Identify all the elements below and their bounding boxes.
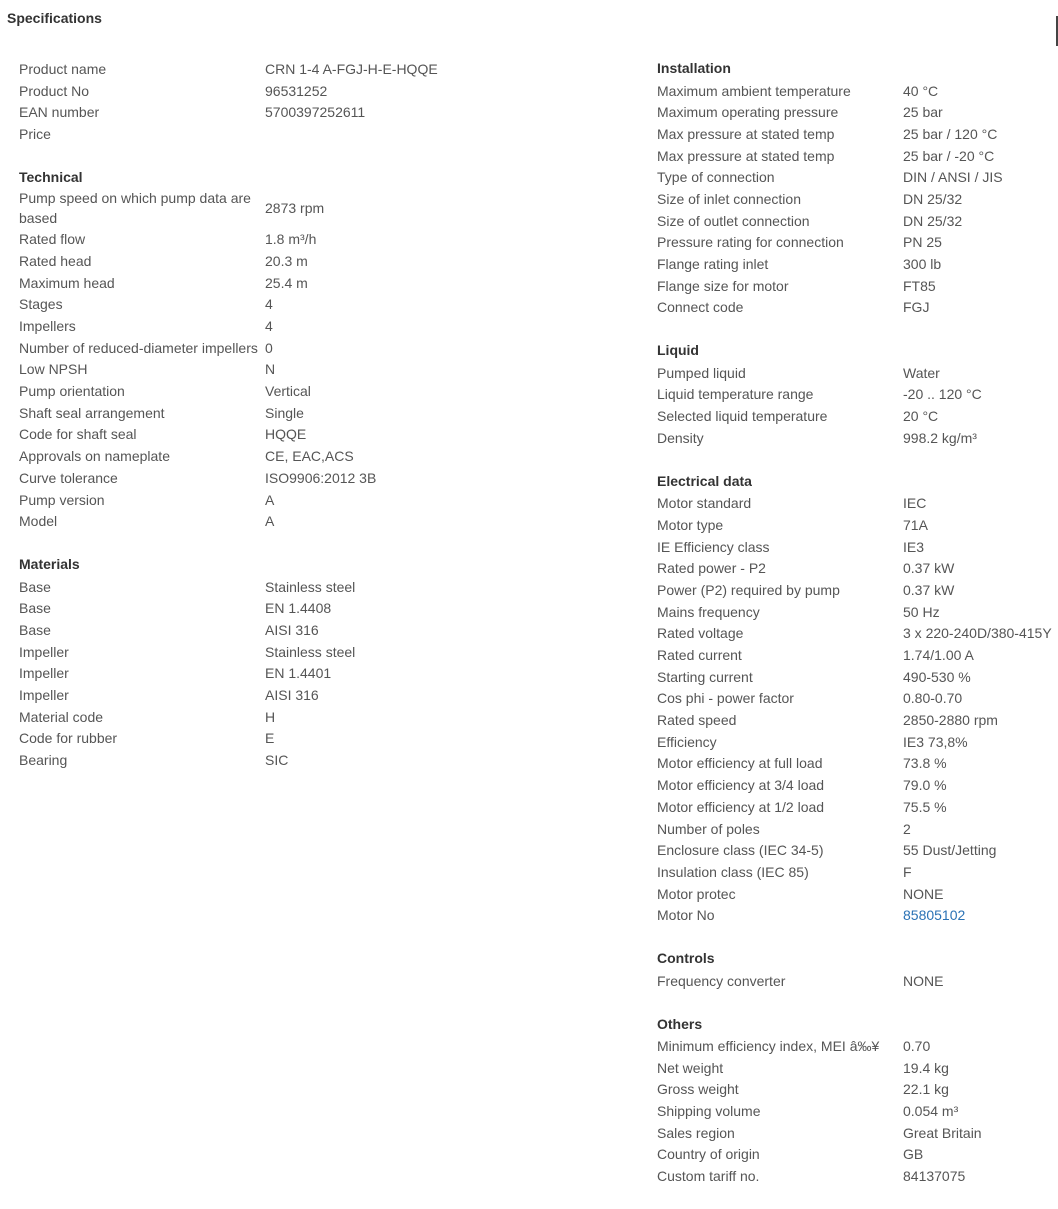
spec-row — [19, 749, 439, 771]
spec-row — [657, 123, 1058, 145]
spec-value: NONE — [903, 885, 944, 902]
spec-row — [657, 666, 1058, 688]
spec-value: AISI 316 — [265, 621, 319, 638]
controls-section — [657, 948, 1058, 991]
spec-row — [657, 1100, 1058, 1122]
spec-value: FT85 — [903, 277, 936, 294]
spec-label: Impeller — [19, 643, 69, 660]
spec-label: Cos phi - power factor — [657, 690, 794, 707]
spec-value: Stainless steel — [265, 643, 356, 660]
spec-value: DN 25/32 — [903, 212, 963, 229]
materials-section — [19, 554, 439, 771]
spec-row — [657, 970, 1058, 992]
spec-label: Motor efficiency at 3/4 load — [657, 777, 825, 794]
spec-row — [657, 1165, 1058, 1187]
spec-label: Pump orientation — [19, 383, 125, 400]
spec-row — [19, 250, 439, 272]
spec-row — [19, 663, 439, 685]
spec-label: Country of origin — [657, 1146, 760, 1163]
spec-label: Power (P2) required by pump — [657, 581, 840, 598]
spec-value: Stainless steel — [265, 578, 356, 595]
spec-row — [657, 188, 1058, 210]
spec-row — [657, 731, 1058, 753]
spec-value: 84137075 — [903, 1168, 966, 1185]
section-title-installation: Installation — [657, 60, 731, 76]
spec-row — [19, 576, 439, 598]
spec-value: F — [903, 863, 912, 880]
spec-row — [657, 253, 1058, 275]
spec-value: A — [265, 513, 275, 530]
spec-value: IE3 — [903, 538, 925, 555]
spec-row — [657, 623, 1058, 645]
spec-value: 0 — [265, 339, 273, 356]
spec-value: 71A — [903, 516, 928, 533]
spec-label: Rated flow — [19, 231, 86, 248]
general-section — [19, 58, 439, 145]
spec-value: 40 °C — [903, 82, 939, 99]
technical-section — [19, 167, 439, 532]
spec-row — [657, 362, 1058, 384]
spec-row — [19, 597, 439, 619]
spec-label: Impellers — [19, 318, 76, 335]
spec-value: EN 1.4408 — [265, 600, 332, 617]
right-column — [657, 58, 1058, 1209]
spec-row — [19, 228, 439, 250]
spec-value: 25 bar / 120 °C — [903, 125, 998, 142]
spec-label: Rated voltage — [657, 625, 744, 642]
left-column — [19, 58, 439, 793]
spec-row — [657, 101, 1058, 123]
section-title-liquid: Liquid — [657, 342, 699, 359]
spec-value: 0.37 kW — [903, 560, 955, 577]
spec-value: 25.4 m — [265, 274, 308, 291]
spec-row — [19, 684, 439, 706]
spec-label: Rated head — [19, 252, 92, 269]
spec-row — [657, 210, 1058, 232]
spec-label: Price — [19, 125, 51, 142]
spec-label: Type of connection — [657, 169, 775, 186]
spec-value: FGJ — [903, 299, 930, 316]
spec-value: 0.37 kW — [903, 581, 955, 598]
spec-value: IE3 73,8% — [903, 733, 968, 750]
spec-row — [657, 1144, 1058, 1166]
spec-value: 2873 rpm — [265, 200, 325, 217]
spec-row — [657, 688, 1058, 710]
spec-row — [657, 644, 1058, 666]
spec-value: PN 25 — [903, 234, 942, 251]
spec-value: DIN / ANSI / JIS — [903, 169, 1003, 186]
spec-label: EAN number — [19, 104, 100, 121]
spec-row — [657, 796, 1058, 818]
spec-label: Product name — [19, 60, 107, 77]
electrical-section — [657, 471, 1058, 926]
spec-row — [19, 424, 439, 446]
spec-value: CE, EAC,ACS — [265, 448, 354, 465]
spec-value: 1.8 m³/h — [265, 231, 317, 248]
spec-label: Gross weight — [657, 1081, 739, 1098]
spec-label: Maximum operating pressure — [657, 104, 839, 121]
spec-row — [19, 641, 439, 663]
spec-value: 4 — [265, 296, 273, 313]
spec-row — [657, 232, 1058, 254]
spec-row — [19, 619, 439, 641]
spec-row — [19, 359, 439, 381]
spec-row — [19, 380, 439, 402]
spec-label: Max pressure at stated temp — [657, 147, 835, 164]
spec-label: Motor type — [657, 516, 724, 533]
spec-value: AISI 316 — [265, 687, 319, 704]
spec-value: EN 1.4401 — [265, 665, 332, 682]
spec-row — [19, 706, 439, 728]
spec-value: HQQE — [265, 426, 307, 443]
spec-label: Stages — [19, 296, 63, 313]
spec-value: 4 — [265, 318, 273, 335]
spec-value: 22.1 kg — [903, 1081, 949, 1098]
spec-label: Selected liquid temperature — [657, 408, 828, 425]
spec-value: 0.054 m³ — [903, 1103, 959, 1120]
spec-label: Pump version — [19, 491, 105, 508]
liquid-section — [657, 340, 1058, 448]
spec-label: Low NPSH — [19, 361, 88, 378]
spec-row — [19, 80, 439, 102]
spec-label: Size of inlet connection — [657, 190, 801, 207]
spec-value: 5700397252611 — [265, 104, 366, 121]
spec-label: Model — [19, 513, 58, 530]
spec-label: Sales region — [657, 1124, 735, 1141]
spec-row — [657, 818, 1058, 840]
spec-label: Number of reduced-diameter impellers — [19, 339, 258, 356]
spec-value: 50 Hz — [903, 603, 940, 620]
spec-value: 73.8 % — [903, 755, 947, 772]
spec-label: Custom tariff no. — [657, 1168, 760, 1185]
spec-value: 3 x 220-240D/380-415Y — [903, 625, 1052, 642]
spec-row — [19, 188, 439, 228]
spec-value: 0.70 — [903, 1038, 931, 1055]
spec-value: -20 .. 120 °C — [903, 386, 982, 403]
spec-value: 25 bar / -20 °C — [903, 147, 995, 164]
spec-label: Size of outlet connection — [657, 212, 810, 229]
spec-value: 75.5 % — [903, 798, 947, 815]
spec-row — [19, 467, 439, 489]
spec-value: 998.2 kg/m³ — [903, 429, 977, 446]
spec-label: Shipping volume — [657, 1103, 761, 1120]
section-title-others: Others — [657, 1015, 703, 1032]
spec-row — [19, 728, 439, 750]
spec-value: NONE — [903, 972, 944, 989]
spec-label: Efficiency — [657, 733, 717, 750]
spec-row — [19, 510, 439, 532]
spec-value: 490-530 % — [903, 668, 971, 685]
installation-section — [657, 58, 1058, 318]
spec-label: Material code — [19, 708, 104, 725]
spec-label: Code for rubber — [19, 730, 118, 747]
spec-value: CRN 1-4 A-FGJ-H-E-HQQE — [265, 60, 438, 77]
spec-label: Rated speed — [657, 712, 737, 729]
spec-label: Impeller — [19, 687, 69, 704]
spec-value: SIC — [265, 752, 289, 769]
spec-value: 20 °C — [903, 408, 939, 425]
spec-value: 0.80-0.70 — [903, 690, 963, 707]
spec-label: Frequency converter — [657, 972, 786, 989]
spec-value: ISO9906:2012 3B — [265, 469, 377, 486]
spec-row — [19, 315, 439, 337]
spec-label: Pumped liquid — [657, 364, 746, 381]
spec-row — [657, 904, 1058, 926]
spec-value: IEC — [903, 495, 927, 512]
spec-label: Density — [657, 429, 704, 446]
spec-label: Impeller — [19, 665, 69, 682]
spec-label: Code for shaft seal — [19, 426, 137, 443]
spec-label: Mains frequency — [657, 603, 760, 620]
spec-row — [19, 272, 439, 294]
spec-value: 300 lb — [903, 256, 942, 273]
spec-value: 79.0 % — [903, 777, 947, 794]
spec-value-link[interactable]: 85805102 — [903, 907, 966, 924]
spec-label: Shaft seal arrangement — [19, 404, 165, 421]
spec-row — [657, 839, 1058, 861]
spec-label: Base — [19, 578, 51, 595]
spec-value: GB — [903, 1146, 924, 1163]
spec-row — [657, 1079, 1058, 1101]
spec-label: Connect code — [657, 299, 744, 316]
spec-value: Great Britain — [903, 1124, 982, 1141]
spec-label: Base — [19, 600, 51, 617]
spec-label: Max pressure at stated temp — [657, 125, 835, 142]
spec-label: Minimum efficiency index, MEI â‰¥ — [657, 1038, 880, 1055]
spec-row — [657, 709, 1058, 731]
spec-label: IE Efficiency class — [657, 538, 770, 555]
spec-value: 2 — [903, 820, 911, 837]
spec-value: DN 25/32 — [903, 190, 963, 207]
spec-row — [657, 753, 1058, 775]
spec-row — [19, 445, 439, 467]
spec-value: A — [265, 491, 275, 508]
spec-row — [657, 80, 1058, 102]
spec-label: Pressure rating for connection — [657, 234, 844, 251]
spec-row — [657, 275, 1058, 297]
page-title: Specifications — [7, 10, 102, 26]
spec-label: Base — [19, 621, 51, 638]
spec-row — [657, 384, 1058, 406]
spec-label: Number of poles — [657, 820, 760, 837]
spec-value: Water — [903, 364, 940, 381]
spec-label: Bearing — [19, 752, 68, 769]
spec-label: Motor protec — [657, 885, 736, 902]
spec-row — [657, 297, 1058, 319]
spec-label: Approvals on nameplate — [19, 448, 170, 465]
spec-label: Pump speed on which pump data are based — [19, 190, 251, 227]
spec-row — [19, 337, 439, 359]
spec-value: 25 bar — [903, 104, 943, 121]
section-title-technical: Technical — [19, 168, 83, 185]
spec-row — [657, 579, 1058, 601]
section-title-electrical: Electrical data — [657, 472, 752, 489]
spec-label: Motor No — [657, 907, 715, 924]
spec-value: Single — [265, 404, 304, 421]
spec-label: Maximum head — [19, 274, 115, 291]
spec-label: Rated current — [657, 647, 742, 664]
spec-row — [657, 166, 1058, 188]
spec-value: H — [265, 708, 276, 725]
spec-row — [19, 101, 439, 123]
spec-value: 2850-2880 rpm — [903, 712, 998, 729]
spec-row — [19, 58, 439, 80]
spec-label: Net weight — [657, 1059, 724, 1076]
spec-row — [657, 536, 1058, 558]
spec-row — [19, 123, 439, 145]
spec-row — [657, 492, 1058, 514]
spec-value: 20.3 m — [265, 252, 308, 269]
spec-label: Motor efficiency at full load — [657, 755, 823, 772]
spec-row — [657, 601, 1058, 623]
spec-row — [657, 1122, 1058, 1144]
spec-row — [19, 294, 439, 316]
spec-value: 96531252 — [265, 82, 328, 99]
others-section — [657, 1014, 1058, 1188]
spec-label: Motor efficiency at 1/2 load — [657, 798, 825, 815]
spec-label: Liquid temperature range — [657, 386, 814, 403]
spec-row — [19, 489, 439, 511]
spec-row — [657, 1035, 1058, 1057]
spec-value: 1.74/1.00 A — [903, 647, 974, 664]
spec-value: 19.4 kg — [903, 1059, 949, 1076]
spec-value: 55 Dust/Jetting — [903, 842, 997, 859]
spec-label: Starting current — [657, 668, 753, 685]
section-title-controls: Controls — [657, 950, 715, 967]
section-title-materials: Materials — [19, 556, 80, 573]
spec-row — [657, 405, 1058, 427]
spec-label: Maximum ambient temperature — [657, 82, 851, 99]
spec-row — [657, 514, 1058, 536]
spec-value: N — [265, 361, 276, 378]
spec-value: Vertical — [265, 383, 311, 400]
spec-value: E — [265, 730, 275, 747]
spec-label: Enclosure class (IEC 34-5) — [657, 842, 824, 859]
spec-label: Flange size for motor — [657, 277, 789, 294]
spec-label: Flange rating inlet — [657, 256, 769, 273]
spec-row — [657, 557, 1058, 579]
spec-row — [657, 427, 1058, 449]
spec-label: Rated power - P2 — [657, 560, 766, 577]
spec-label: Curve tolerance — [19, 469, 118, 486]
spec-row — [657, 861, 1058, 883]
spec-row — [19, 402, 439, 424]
spec-label: Product No — [19, 82, 90, 99]
spec-row — [657, 774, 1058, 796]
spec-row — [657, 883, 1058, 905]
spec-label: Motor standard — [657, 495, 752, 512]
spec-label: Insulation class (IEC 85) — [657, 863, 809, 880]
spec-row — [657, 145, 1058, 167]
spec-row — [657, 1057, 1058, 1079]
